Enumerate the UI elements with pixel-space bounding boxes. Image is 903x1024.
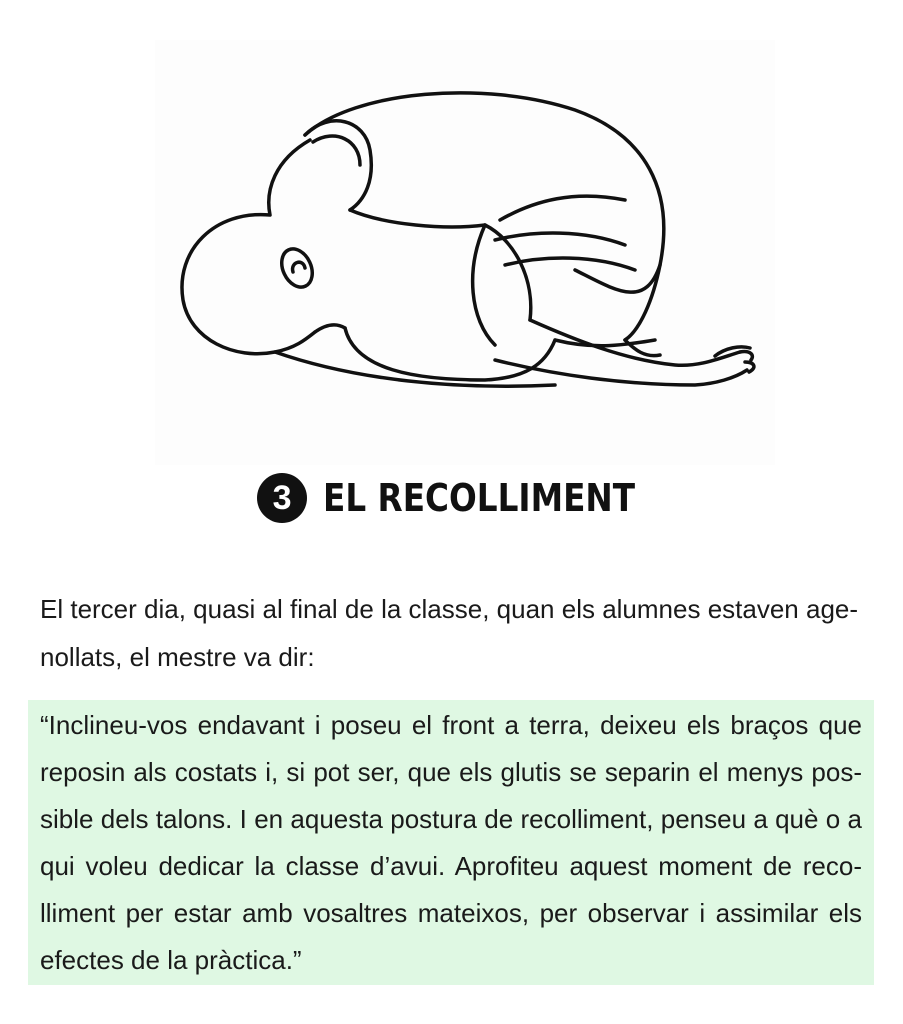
quote-box (28, 700, 874, 985)
child-pose-drawing (155, 40, 775, 465)
section-heading (0, 470, 903, 526)
child-pose-illustration (155, 40, 775, 465)
section-title: EL RECOLLIMENT (323, 476, 636, 520)
step-number-badge: 3 (257, 473, 307, 523)
quote-text: “Inclineu-vos endavant i poseu el front a terra, deixeu els braços que reposin als costats i, si pot ser, que els glutis se separin el menys pos-sible dels talons. I en aquesta postura de recolliment, penseu a què o a qui voleu dedicar la classe d’avui. Aprofiteu aquest moment de reco-lliment per estar amb vosaltres mateixos, per observar i assimilar els efectes de la pràctica.” (40, 710, 862, 975)
intro-paragraph: El tercer dia, quasi al final de la classe, quan els alumnes estaven age-nollats, el mestre va dir: (40, 594, 859, 672)
